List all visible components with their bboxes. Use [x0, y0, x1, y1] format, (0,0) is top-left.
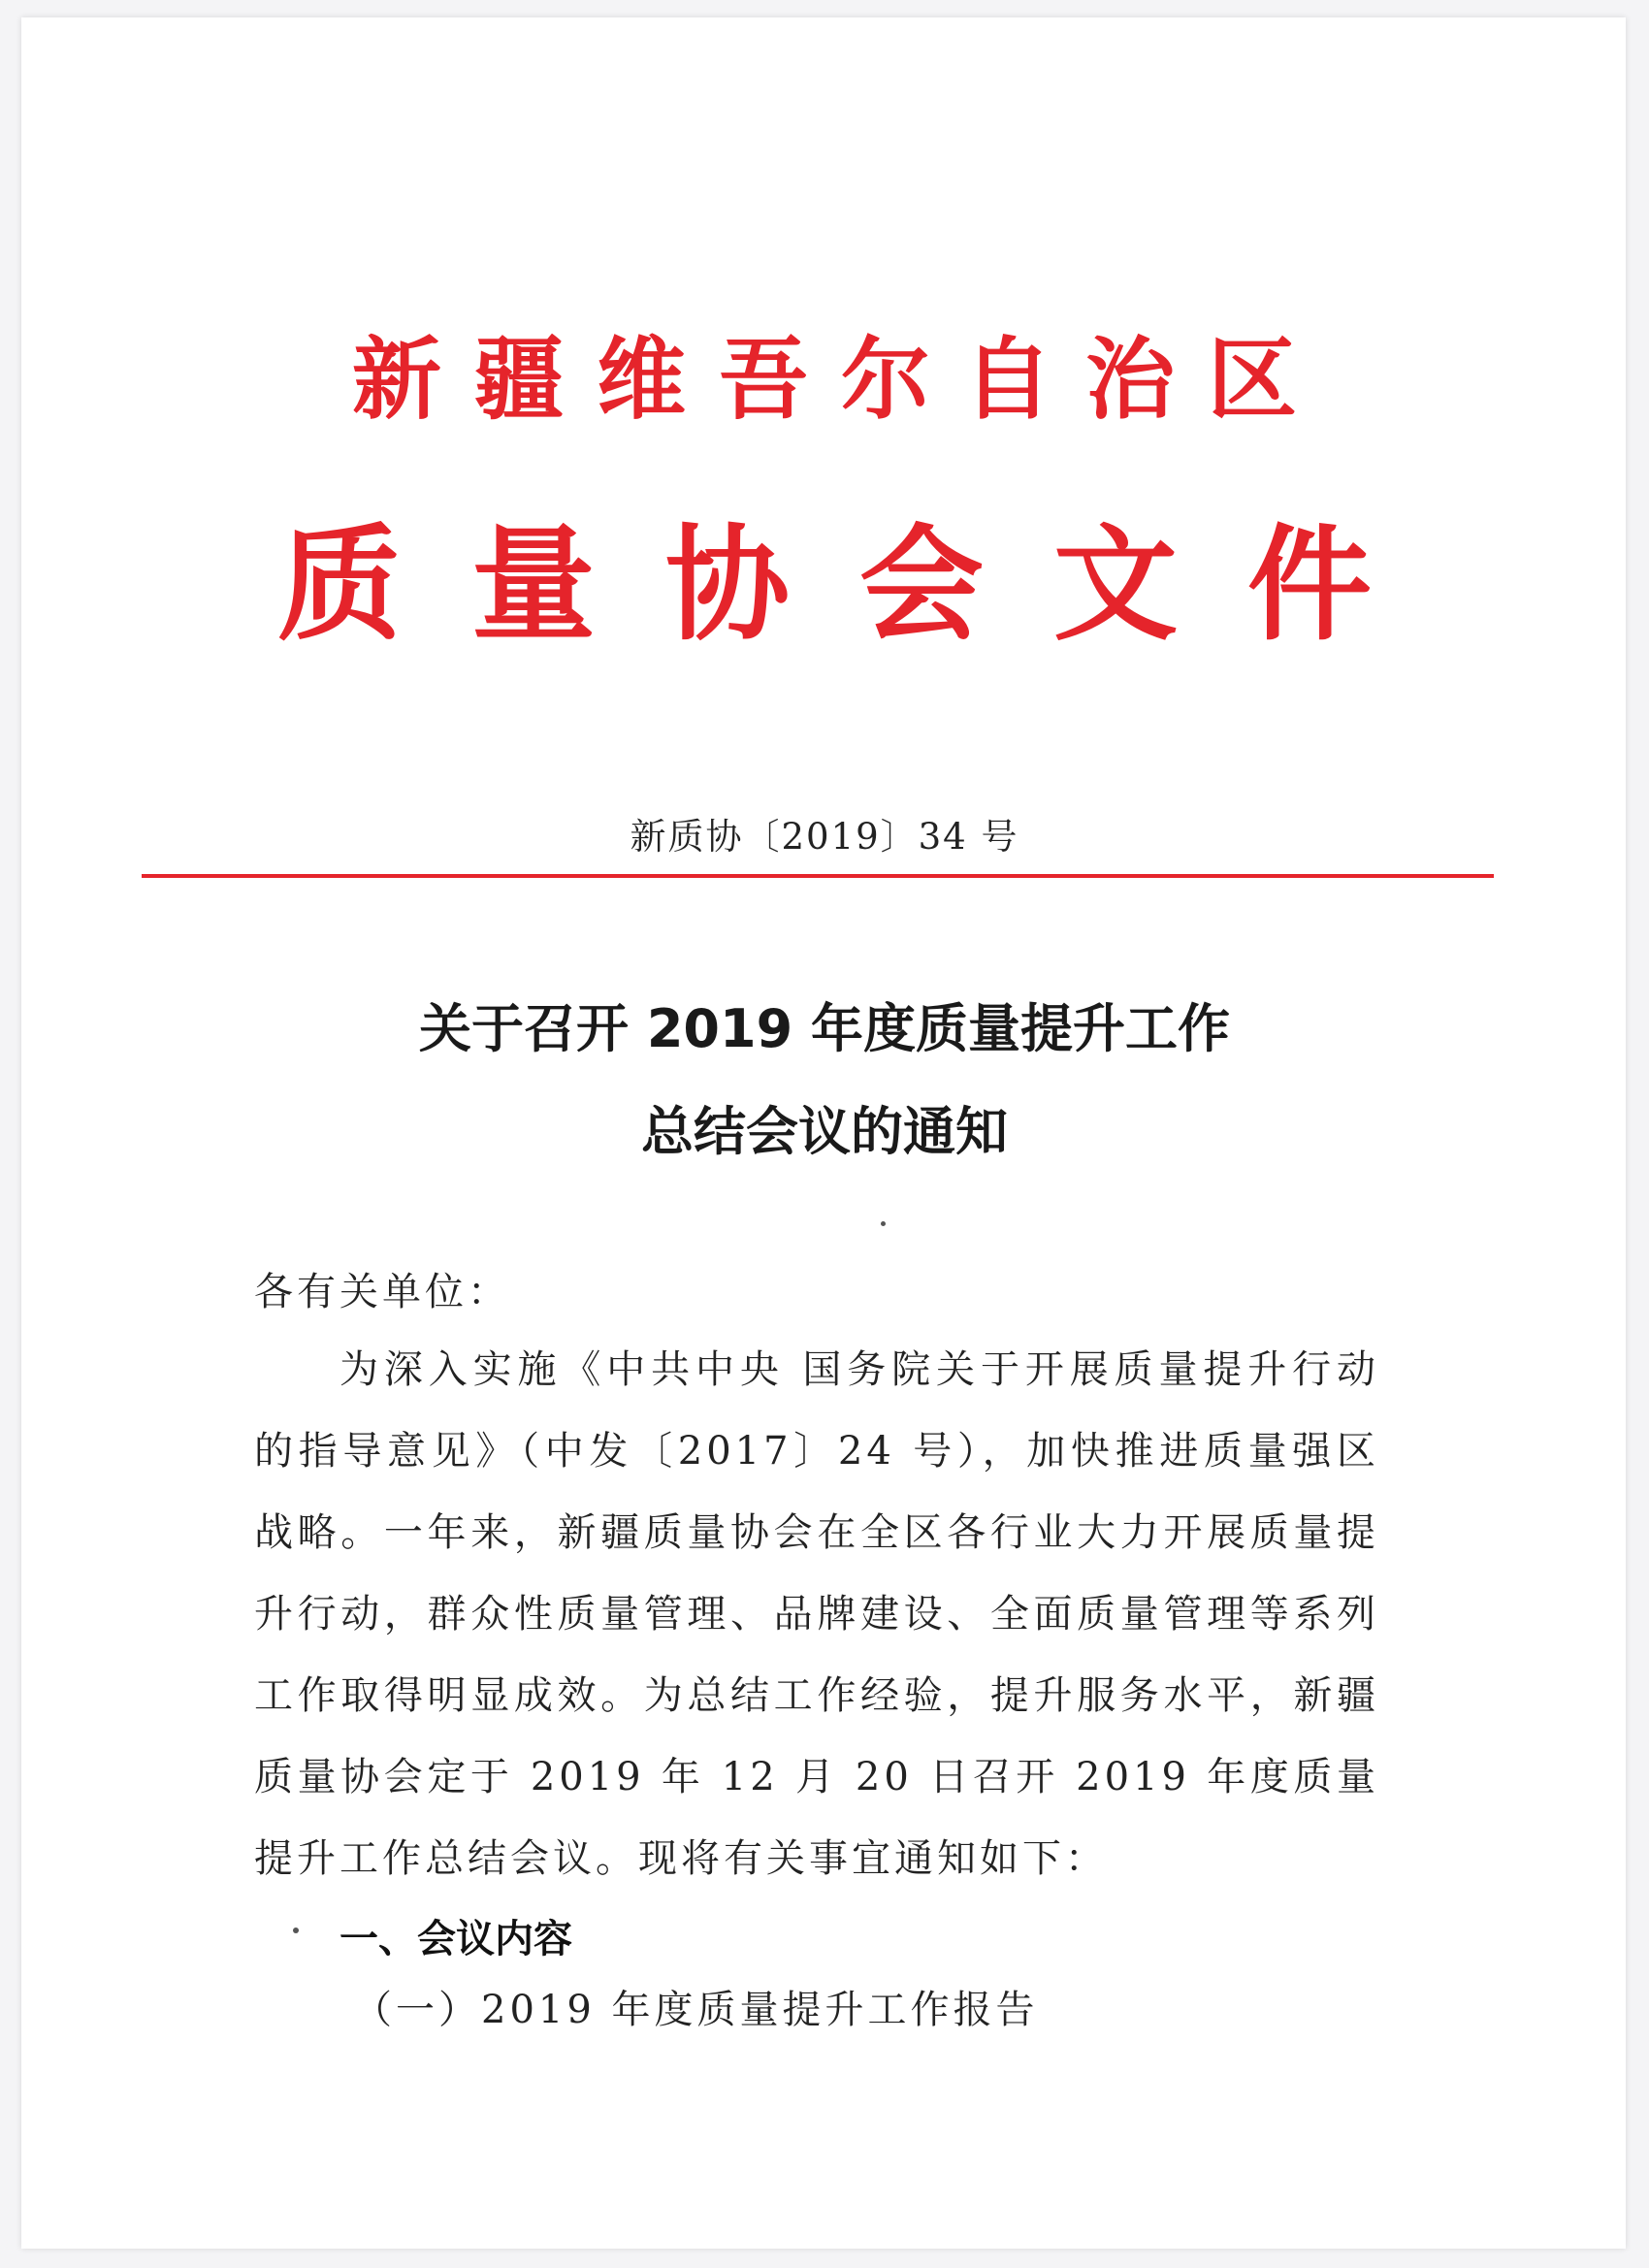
scan-speck: [881, 1221, 886, 1226]
section-heading-meeting-content: 一、会议内容: [340, 1917, 572, 1961]
notice-title-line1: 关于召开 2019 年度质量提升工作: [419, 998, 1230, 1059]
notice-title-line2: 总结会议的通知: [641, 1101, 1008, 1162]
sub-item-work-report: （一）2019 年度质量提升工作报告: [353, 1988, 1039, 2032]
body-paragraph: 为深入实施《中共中央 国务院关于开展质量提升行动的指导意见》（中发〔2017〕24 号），加快推进质量强区战略。一年来，新疆质量协会在全区各行业大力开展质量提升行动，群众性质量管理、品牌建设、全面质量管理等系列工作取得明显成效。为总结工作经验，提升服务水平，新疆质量协会定于 2019 年 12 月 20 日召开 2019 年度质量提升工作总结会议。现将有关事宜通知如下：: [254, 1347, 1379, 1881]
salutation: 各有关单位：: [254, 1270, 510, 1314]
red-divider-rule: [142, 874, 1494, 878]
letterhead-document-type: 质量协会文件: [276, 513, 1441, 658]
scan-speck: [293, 1928, 299, 1933]
document-number: 新质协〔2019〕34 号: [630, 816, 1019, 858]
letterhead-organization: 新疆维吾尔自治区: [351, 328, 1330, 432]
